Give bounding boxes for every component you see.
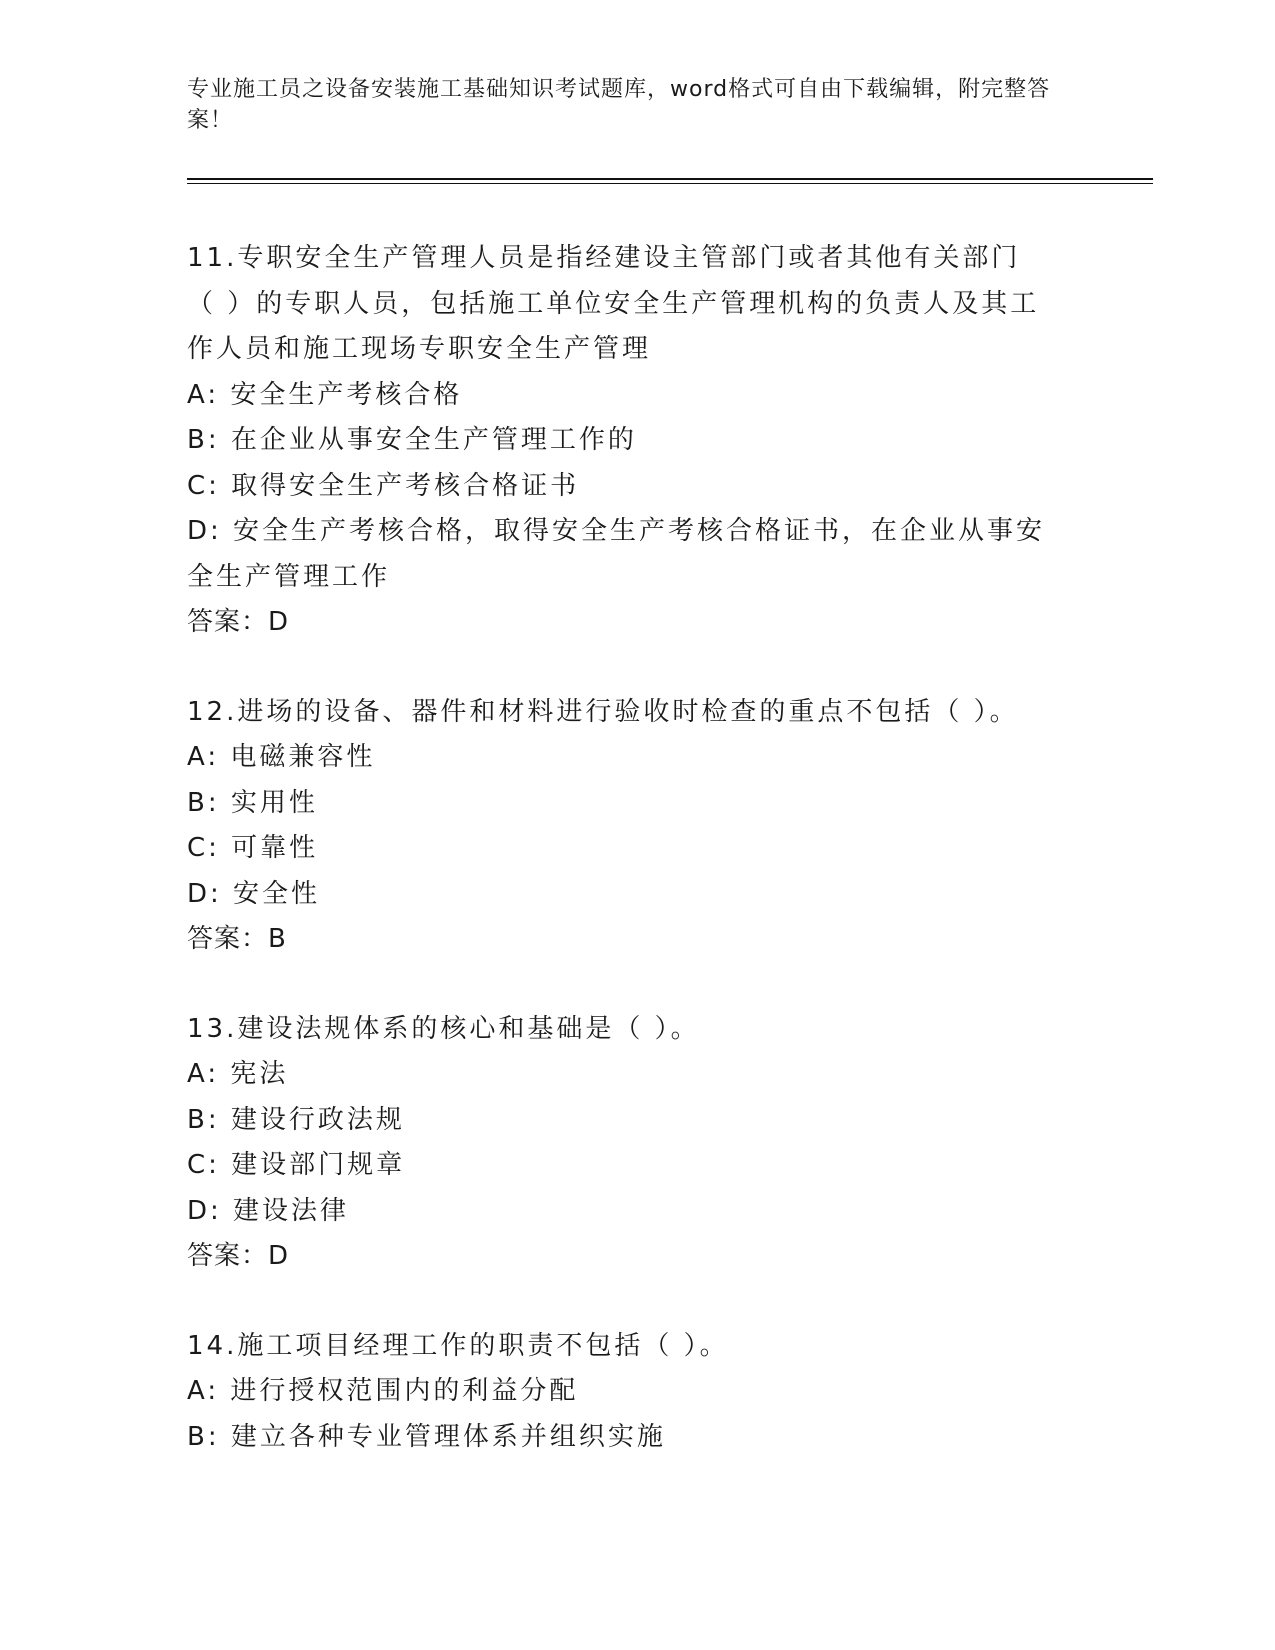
question-13: [187, 1007, 1087, 1280]
option-c: C: 建设部门规章: [187, 1150, 406, 1180]
answer-text: 答案：D: [187, 1241, 290, 1271]
header-divider-thick: [187, 178, 1153, 180]
question-list: [187, 236, 1087, 1504]
answer-text: 答案：B: [187, 924, 287, 954]
question-stem: 11.专职安全生产管理人员是指经建设主管部门或者其他有关部门（ ）的专职人员，包括施工单位安全生产管理机构的负责人及其工作人员和施工现场专职安全生产管理: [187, 243, 1040, 364]
question-stem: 12.进场的设备、器件和材料进行验收时检查的重点不包括（ ）。: [187, 696, 1019, 727]
option-c: C: 取得安全生产考核合格证书: [187, 470, 580, 501]
option-c: C: 可靠性: [187, 833, 319, 863]
option-b: B: 建设行政法规: [187, 1104, 405, 1135]
option-a: A: 电磁兼容性: [187, 742, 376, 772]
question-11: [187, 236, 1087, 646]
option-b: B: 实用性: [187, 787, 318, 818]
option-b: B: 在企业从事安全生产管理工作的: [187, 425, 637, 455]
header-divider-thin: [187, 183, 1153, 184]
option-a: A: 安全生产考核合格: [187, 379, 463, 410]
question-stem: 14.施工项目经理工作的职责不包括（ ）。: [187, 1330, 729, 1361]
option-b: B: 建立各种专业管理体系并组织实施: [187, 1421, 666, 1452]
option-a: A: 进行授权范围内的利益分配: [187, 1376, 579, 1406]
option-d: D: 安全生产考核合格，取得安全生产考核合格证书，在企业从事安全生产管理工作: [187, 516, 1046, 592]
header-text: 专业施工员之设备安装施工基础知识考试题库，word格式可自由下载编辑，附完整答案！: [187, 77, 1051, 133]
option-d: D: 建设法律: [187, 1195, 350, 1226]
question-12: [187, 690, 1087, 963]
answer-text: 答案：D: [187, 607, 290, 637]
option-d: D: 安全性: [187, 878, 321, 909]
question-stem: 13.建设法规体系的核心和基础是（ ）。: [187, 1013, 700, 1044]
option-a: A: 宪法: [187, 1059, 289, 1089]
document-header: [187, 74, 1067, 136]
question-14: [187, 1324, 1087, 1461]
